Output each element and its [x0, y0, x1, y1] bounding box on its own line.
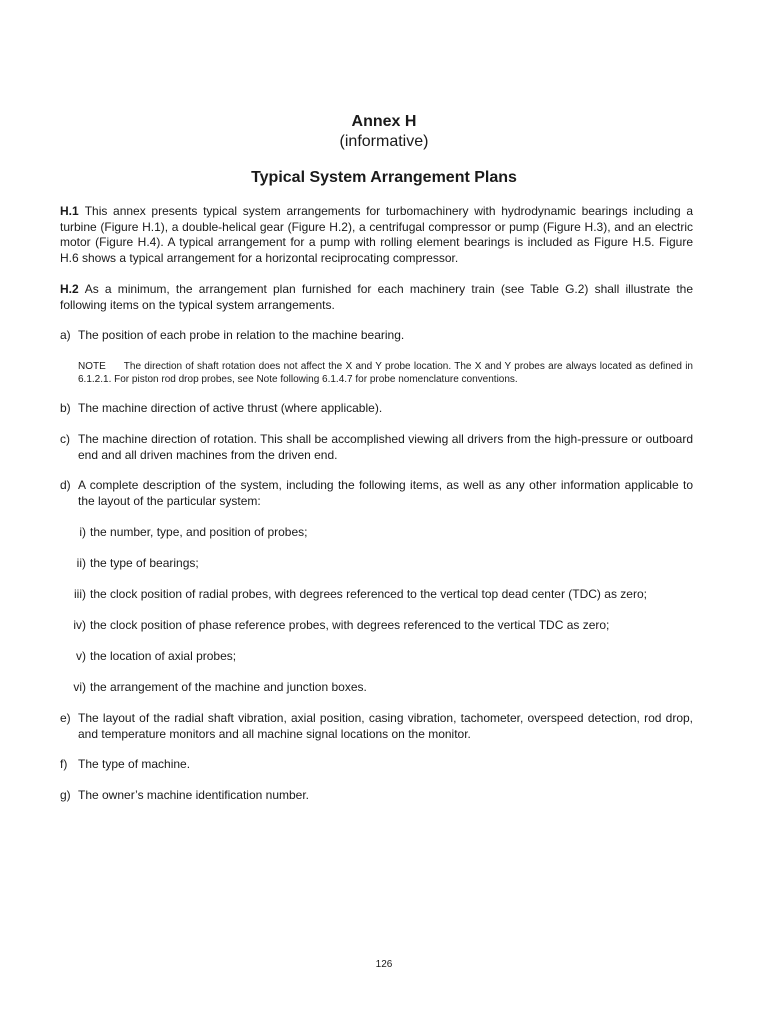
sub-list-text: the clock position of radial probes, with degrees referenced to the vertical top dead center (TDC) as zero; — [90, 587, 647, 601]
sub-list-text: the location of axial probes; — [90, 649, 237, 663]
list-marker: a) — [60, 328, 71, 342]
sub-list-text: the arrangement of the machine and junction boxes. — [90, 680, 367, 694]
list-marker: c) — [60, 432, 70, 446]
list-item-f — [60, 757, 693, 773]
sub-list-item-iii — [60, 587, 693, 603]
paragraph-text: As a minimum, the arrangement plan furnished for each machinery train (see Table G.2) shall illustrate the following items on the typical system arrangements. — [60, 282, 693, 312]
annex-title: Annex H — [351, 113, 417, 130]
list-item-text: The machine direction of active thrust (where applicable). — [78, 401, 383, 415]
list-item-a — [60, 328, 693, 344]
list-item-text: The type of machine. — [78, 757, 191, 771]
paragraph-number: H.1 — [60, 204, 79, 218]
sub-list-marker: iii) — [74, 587, 86, 601]
list-item-text: The position of each probe in relation to the machine bearing. — [78, 328, 405, 342]
sub-list-marker: ii) — [76, 556, 86, 570]
list-marker: b) — [60, 401, 71, 415]
list-marker: d) — [60, 478, 71, 492]
paragraph-h1 — [60, 204, 693, 266]
list-item-text: The layout of the radial shaft vibration, axial position, casing vibration, tachometer, overspeed detection, rod drop, and temperature monitors and all machine signal locations on the monitor. — [78, 711, 693, 741]
sub-list-item-iv — [60, 618, 693, 634]
annex-subtitle: (informative) — [339, 133, 429, 150]
list-marker: f) — [60, 757, 68, 771]
list-item-text: A complete description of the system, including the following items, as well as any other information applicable to the layout of the particular system: — [78, 478, 693, 508]
paragraph-h2 — [60, 282, 693, 313]
list-item-text: The owner’s machine identification number. — [78, 788, 310, 802]
list-item-e — [60, 711, 693, 742]
sub-list-item-ii — [60, 556, 693, 572]
sub-list-marker: iv) — [73, 618, 86, 632]
list-item-text: The machine direction of rotation. This shall be accomplished viewing all drivers from the high-pressure or outboard end and all driven machines from the driven end. — [78, 432, 693, 462]
sub-list-text: the clock position of phase reference probes, with degrees referenced to the vertical TDC as zero; — [90, 618, 610, 632]
sub-list-item-v — [60, 649, 693, 665]
note-block — [78, 360, 693, 386]
list-item-b — [60, 401, 693, 417]
list-marker: e) — [60, 711, 71, 725]
page-number: 126 — [375, 959, 393, 970]
sub-list-marker: vi) — [73, 680, 86, 694]
list-item-d — [60, 478, 693, 509]
list-item-g — [60, 788, 693, 804]
note-text: The direction of shaft rotation does not affect the X and Y probe location. The X and Y probes are always located as defined in 6.1.2.1. For piston rod drop probes, see Note following 6.1.4.7 for probe nomenclature conventions. — [78, 361, 693, 385]
sub-list-marker: v) — [76, 649, 86, 663]
sub-list-text: the number, type, and position of probes; — [90, 525, 308, 539]
list-marker: g) — [60, 788, 71, 802]
paragraph-text: This annex presents typical system arrangements for turbomachinery with hydrodynamic bearings including a turbine (Figure H.1), a double-helical gear (Figure H.2), a centrifugal compressor or pump (Figure H.3), and an electric motor (Figure H.4). A typical arrangement for a pump with rolling element bearings is included as Figure H.5. Figure H.6 shows a typical arrangement for a horizontal reciprocating compressor. — [60, 204, 693, 265]
list-item-c — [60, 432, 693, 463]
sub-list-text: the type of bearings; — [90, 556, 199, 570]
sub-list-item-i — [60, 525, 693, 541]
paragraph-number: H.2 — [60, 282, 79, 296]
sub-list-item-vi — [60, 680, 693, 696]
note-label: NOTE — [78, 361, 106, 372]
page-title: Typical System Arrangement Plans — [251, 169, 517, 186]
sub-list-marker: i) — [79, 525, 86, 539]
